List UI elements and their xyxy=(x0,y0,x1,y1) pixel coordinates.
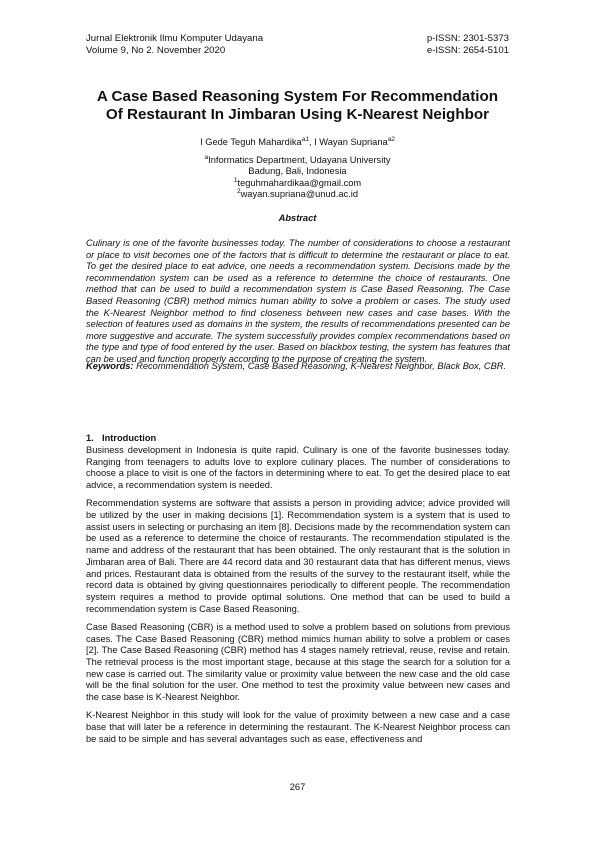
pissn: p-ISSN: 2301-5373 xyxy=(426,33,509,44)
author-2: I Wayan Supriana xyxy=(314,137,388,147)
email-2-sup: 2 xyxy=(236,188,241,196)
journal-name: Jurnal Elektronik Ilmu Komputer Udayana xyxy=(86,33,264,44)
volume-info: Volume 9, No 2. November 2020 xyxy=(86,45,226,56)
paragraph: Recommendation systems are software that assists a person in providing advice; advice provided will be utilized by the user in making decisions [1]. Recommendation system is a system that is used to assist users in selecting or purchasing an item [8]. Decisions made by the recommendation system can be used as a reference to determine the choice of restaurants. The recommendation stipulated is the name and address of the restaurant that has been obtained. The only restaurant that is the solution in Jimbaran area of Bali. There are 44 record data and 30 restaurant data that has different menus, views and prices. Restaurant data is obtained from the results of the survey to the restaurant itself, while the record data is obtained by giving questionnaires periodically to different people. The recommendation system requires a method to provide optimal solutions. One method that can be used to build a recommendation system is Case Based Reasoning. xyxy=(86,498,510,614)
author-separator: , xyxy=(308,137,315,147)
section-title: Introduction xyxy=(102,433,157,443)
author-1-sup: a1 xyxy=(301,135,309,143)
keywords-label: Keywords: xyxy=(86,361,134,371)
paragraph: K-Nearest Neighbor in this study will look for the value of proximity between a new case and a case base that will later be a reference in determining the restaurant. The K-Nearest Neighbor process can be said to be simple and has several advantages such as ease, effectiveness and xyxy=(86,710,510,744)
running-header-right xyxy=(427,33,509,57)
department: $^a$Informatics Department, Udayana University xyxy=(204,153,391,165)
running-header-left xyxy=(86,33,263,57)
author-1: I Gede Teguh Mahardika xyxy=(200,137,302,147)
location: Badung, Bali, Indonesia xyxy=(248,166,347,177)
paragraph: Business development in Indonesia is quite rapid. Culinary is one of the favorite businesses today. Ranging from teenagers to adults love to explore culinary places. The number of considerations to choose a place to visit is one of the factors in determining where to eat. To get the desired place to eat advice, a recommendation system is needed. xyxy=(86,445,510,491)
paragraph: Case Based Reasoning (CBR) is a method used to solve a problem based on solutions from previous cases. The Case Based Reasoning (CBR) method mimics human ability to solve a problem or cases [2]. The Case Based Reasoning (CBR) method has 4 stages namely retrieval, reuse, revise and retain. The retrieval process is the most important stage, because at this stage the search for a solution for a new case is carried out. The similarity value or proximity value between the new case and the old case will be the final solution for the user. One method to test the proximity value between new cases and the case base is K-Nearest Neighbor. xyxy=(86,621,510,703)
author-list xyxy=(60,136,535,148)
keywords xyxy=(86,361,510,373)
abstract-text: Culinary is one of the favorite businesses today. The number of considerations to choose a restaurant or place to visit becomes one of the factors that is difficult to determine the restaurant or place to eat. To get the desired place to eat advice, one needs a recommendation system. Decisions made by the recommendation system can be used as a reference to determine the choice of restaurants. One method that can be used to build a recommendation system is Case Based Reasoning. The Case Based Reasoning (CBR) method mimics human ability to solve a problem or cases. The study used the K-Nearest Neighbor method to find closeness between new cases and case bases. With the selection of features used as domains in the system, the results of recommendations presented can be more suggestive and accurate. The system successfully provides complex recommendations based on the type and type of food entered by the user. Based on blackbox testing, the system has features that can be used and function properly according to the purpose of creating the system. xyxy=(86,238,510,364)
page-number: 267 xyxy=(289,782,306,792)
eissn: e-ISSN: 2654-5101 xyxy=(426,45,509,56)
author-2-sup: a2 xyxy=(387,135,395,143)
title-line-1: A Case Based Reasoning System For Recommendation xyxy=(96,88,499,105)
title-line-2: Of Restaurant In Jimbaran Using K-Nearest Neighbor xyxy=(105,106,490,123)
paper-title xyxy=(60,88,535,124)
email-2: $^2$wayan.supriana@unud.ac.id xyxy=(236,188,359,200)
section-heading xyxy=(86,433,156,443)
section-number: 1. xyxy=(86,433,94,443)
affiliation-block xyxy=(60,155,535,201)
email-1-sup: 1 xyxy=(233,176,238,184)
keywords-text: Recommendation System, Case Based Reasoning, K-Nearest Neighbor, Black Box, CBR. xyxy=(133,361,507,371)
email-1: $^1$teguhmahardikaa@gmail.com xyxy=(233,176,362,188)
body-text xyxy=(86,445,510,752)
abstract-heading: Abstract xyxy=(278,213,317,223)
department-sup: a xyxy=(204,153,209,161)
